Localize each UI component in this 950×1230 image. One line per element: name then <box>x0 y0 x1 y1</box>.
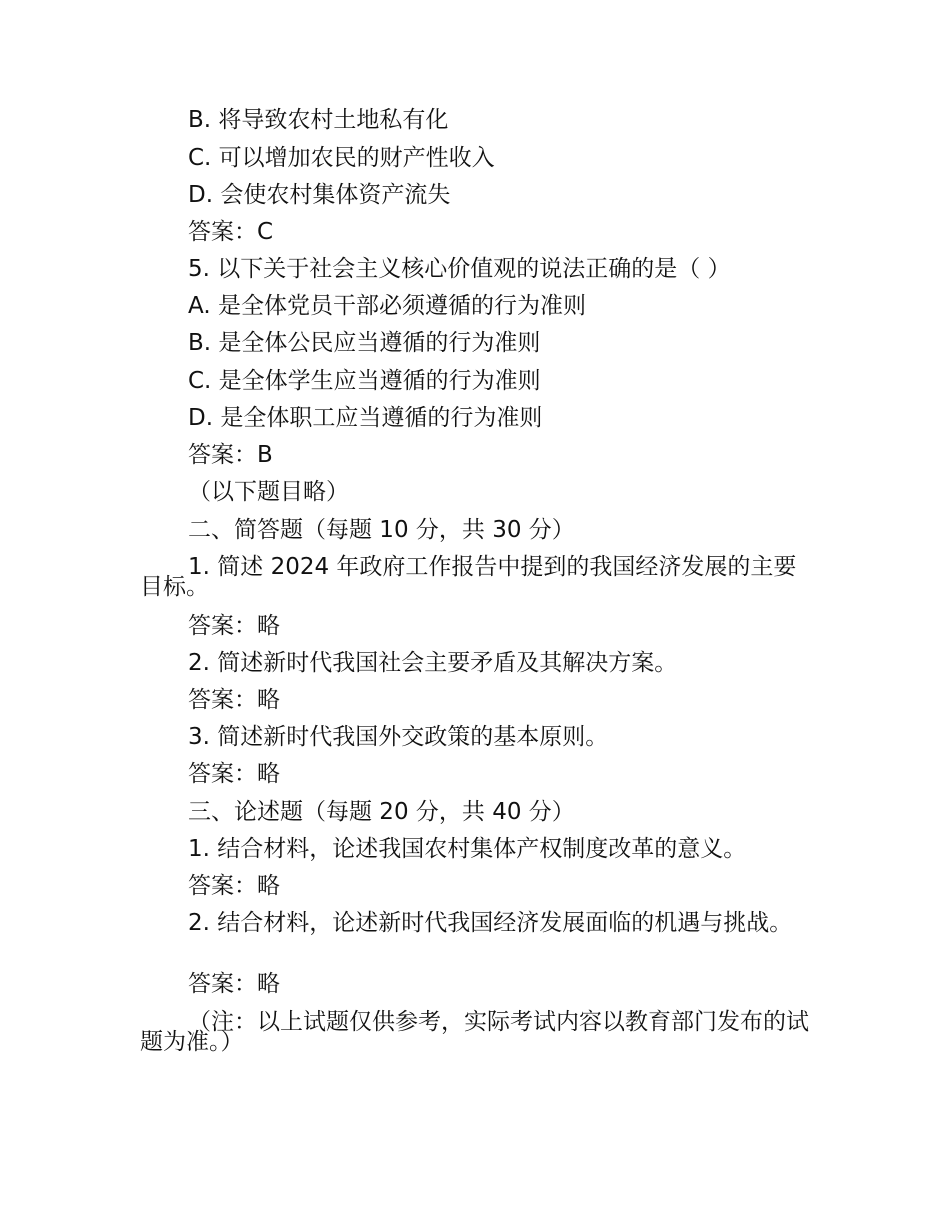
answer-q4: 答案：C <box>188 219 274 245</box>
omitted-note: （以下题目略） <box>188 479 349 505</box>
option-c-q5: C. 是全体学生应当遵循的行为准则 <box>188 368 541 394</box>
question-5: 5. 以下关于社会主义核心价值观的说法正确的是（ ） <box>188 256 731 282</box>
short-answer-question-2: 2. 简述新时代我国社会主要矛盾及其解决方案。 <box>188 650 678 676</box>
answer-q5: 答案：B <box>188 442 273 468</box>
answer-short-3: 答案：略 <box>188 761 280 787</box>
option-a-q5: A. 是全体党员干部必须遵循的行为准则 <box>188 293 586 319</box>
option-b-q4: B. 将导致农村土地私有化 <box>188 107 449 133</box>
essay-question-1: 1. 结合材料，论述我国农村集体产权制度改革的意义。 <box>188 836 747 862</box>
answer-essay-1: 答案：略 <box>188 873 280 899</box>
answer-short-1: 答案：略 <box>188 613 280 639</box>
answer-short-2: 答案：略 <box>188 687 280 713</box>
short-answer-question-1: 1. 简述 2024 年政府工作报告中提到的我国经济发展的主要目标。 <box>140 554 797 600</box>
section-heading-short-answer: 二、简答题（每题 10 分，共 30 分） <box>188 517 575 543</box>
option-d-q4: D. 会使农村集体资产流失 <box>188 182 451 208</box>
short-answer-question-3: 3. 简述新时代我国外交政策的基本原则。 <box>188 724 609 750</box>
option-b-q5: B. 是全体公民应当遵循的行为准则 <box>188 330 541 356</box>
disclaimer-note: （注：以上试题仅供参考，实际考试内容以教育部门发布的试题为准。） <box>140 1009 809 1055</box>
option-c-q4: C. 可以增加农民的财产性收入 <box>188 145 495 171</box>
essay-question-2: 2. 结合材料，论述新时代我国经济发展面临的机遇与挑战。 <box>188 910 793 936</box>
answer-essay-2: 答案：略 <box>188 971 280 997</box>
option-d-q5: D. 是全体职工应当遵循的行为准则 <box>188 405 543 431</box>
section-heading-essay: 三、论述题（每题 20 分，共 40 分） <box>188 799 575 825</box>
